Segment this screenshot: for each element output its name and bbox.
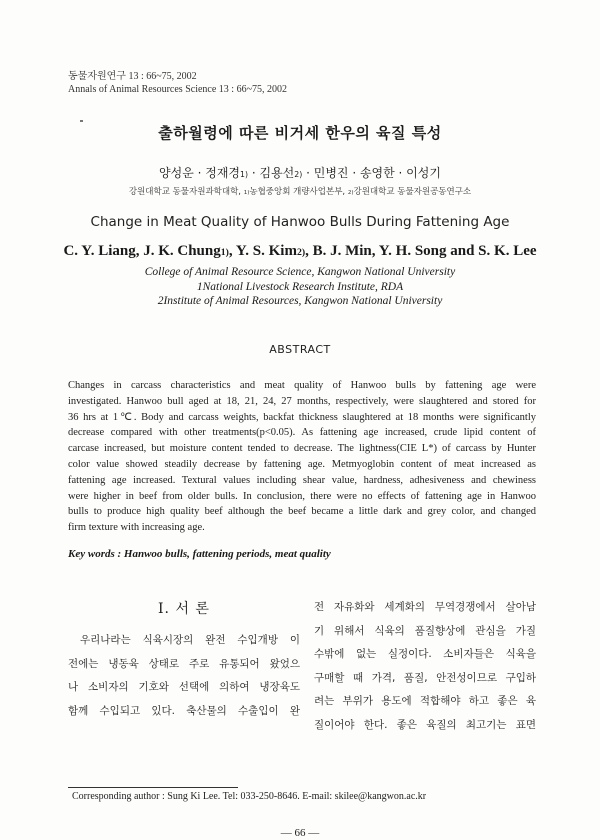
abstract-line: investigated. Hanwoo bull aged at 18, 21, 24, 27 months, respectively, were slaughtered and stored for (68, 395, 536, 407)
abstract-body (68, 378, 536, 536)
body-line: 질이어야 한다. 좋은 육질의 최고기는 표면 (314, 718, 536, 731)
journal-citation-english: Annals of Animal Resources Science 13 : 66~75, 2002 (68, 84, 287, 95)
affiliation-line: 2Institute of Animal Resources, Kangwon National University (157, 295, 443, 307)
body-line: 구매할 때 가격, 품질, 안전성이므로 구입하 (314, 671, 536, 684)
abstract-line: firm texture with increasing age. (68, 522, 205, 534)
body-line: 함께 수입되고 있다. 축산물의 수출입이 완 (68, 704, 300, 717)
body-line: 우리나라는 식육시장의 완전 수입개방 이 (80, 634, 300, 646)
affiliation-line: College of Animal Resource Science, Kangwon National University (144, 266, 456, 278)
abstract-line: 36 hrs at 1℃. Body and carcass weights, backfat thickness slaughtered at 18 months were significantly (68, 411, 536, 423)
body-line: 려는 부위가 용도에 적합해야 하고 좋은 육 (314, 695, 536, 708)
section-heading-introduction: Ⅰ. 서 론 (158, 601, 210, 617)
korean-title: 출하월령에 따른 비거세 한우의 육질 특성 (158, 124, 442, 142)
english-authors: C. Y. Liang, J. K. Chung$^{1)}$, Y. S. Kim$^{2)}$, B. J. Min, Y. H. Song and S. K. Lee (63, 243, 537, 259)
keywords: Key words : Hanwoo bulls, fattening periods, meat quality (68, 548, 331, 560)
journal-header (68, 70, 287, 96)
abstract-heading: ABSTRACT (269, 343, 331, 356)
body-line: 수밖에 없는 실정이다. 소비자들은 식육을 (314, 648, 536, 661)
english-affiliations (0, 265, 600, 309)
english-title: Change in Meat Quality of Hanwoo Bulls During Fattening Age (90, 214, 510, 230)
affiliation-line: 1National Livestock Research Institute, RDA (196, 280, 404, 293)
intro-right-column (314, 596, 536, 738)
body-line: 나 소비자의 기호와 선택에 의하여 냉장육도 (68, 681, 300, 694)
abstract-line: fattening age increased. Textural values including shear value, hardness, adhesiveness and chewiness (68, 474, 536, 486)
body-line: 전에는 냉동육 상태로 주로 유통되어 왔었으 (68, 657, 300, 670)
abstract-line: decrease compared with other treatments(p<0.05). As fattening age increased, crude lipid content of (68, 427, 536, 439)
korean-authors: 양성운 · 정재경$^{1)}$ · 김용선$^{2)}$ · 민병진 · 송영한 · 이성기 (159, 166, 441, 180)
abstract-line: bulls to produce high quality beef although the beef became a little dark and grey color, and changed (68, 506, 536, 518)
footnote-divider (68, 787, 238, 788)
corresponding-author-footnote: Corresponding author : Sung Ki Lee. Tel: 033-250-8646. E-mail: skilee@kangwon.ac.kr (72, 791, 427, 802)
abstract-line: color value showed steadily decrease by fattening age. Metmyoglobin content of meat increased as (68, 458, 536, 470)
korean-affiliations: 강원대학교 동물자원과학대학, $^{1)}$농협중앙회 개량사업본부, $^{2)}$강원대학교 동물자원공동연구소 (128, 187, 472, 197)
body-line: 기 위해서 식육의 품질향상에 관심을 가질 (314, 624, 536, 637)
journal-citation-korean: 동물자원연구 13 : 66~75, 2002 (68, 71, 197, 82)
abstract-line: Changes in carcass characteristics and meat quality of Hanwoo bulls by fattening age were (68, 380, 536, 391)
abstract-line: carcase increased, but moisture content tended to decrease. The lightness(CIE L*) of carcass by Hunter (68, 443, 536, 455)
abstract-line: were higher in beef from older bulls. In conclusion, there were no effects of fattening age in Hanwoo (68, 490, 536, 502)
intro-left-column (68, 629, 300, 723)
body-line: 전 자유화와 세계화의 무역경쟁에서 살아남 (314, 601, 536, 613)
page-number: ― 66 ― (280, 827, 320, 839)
